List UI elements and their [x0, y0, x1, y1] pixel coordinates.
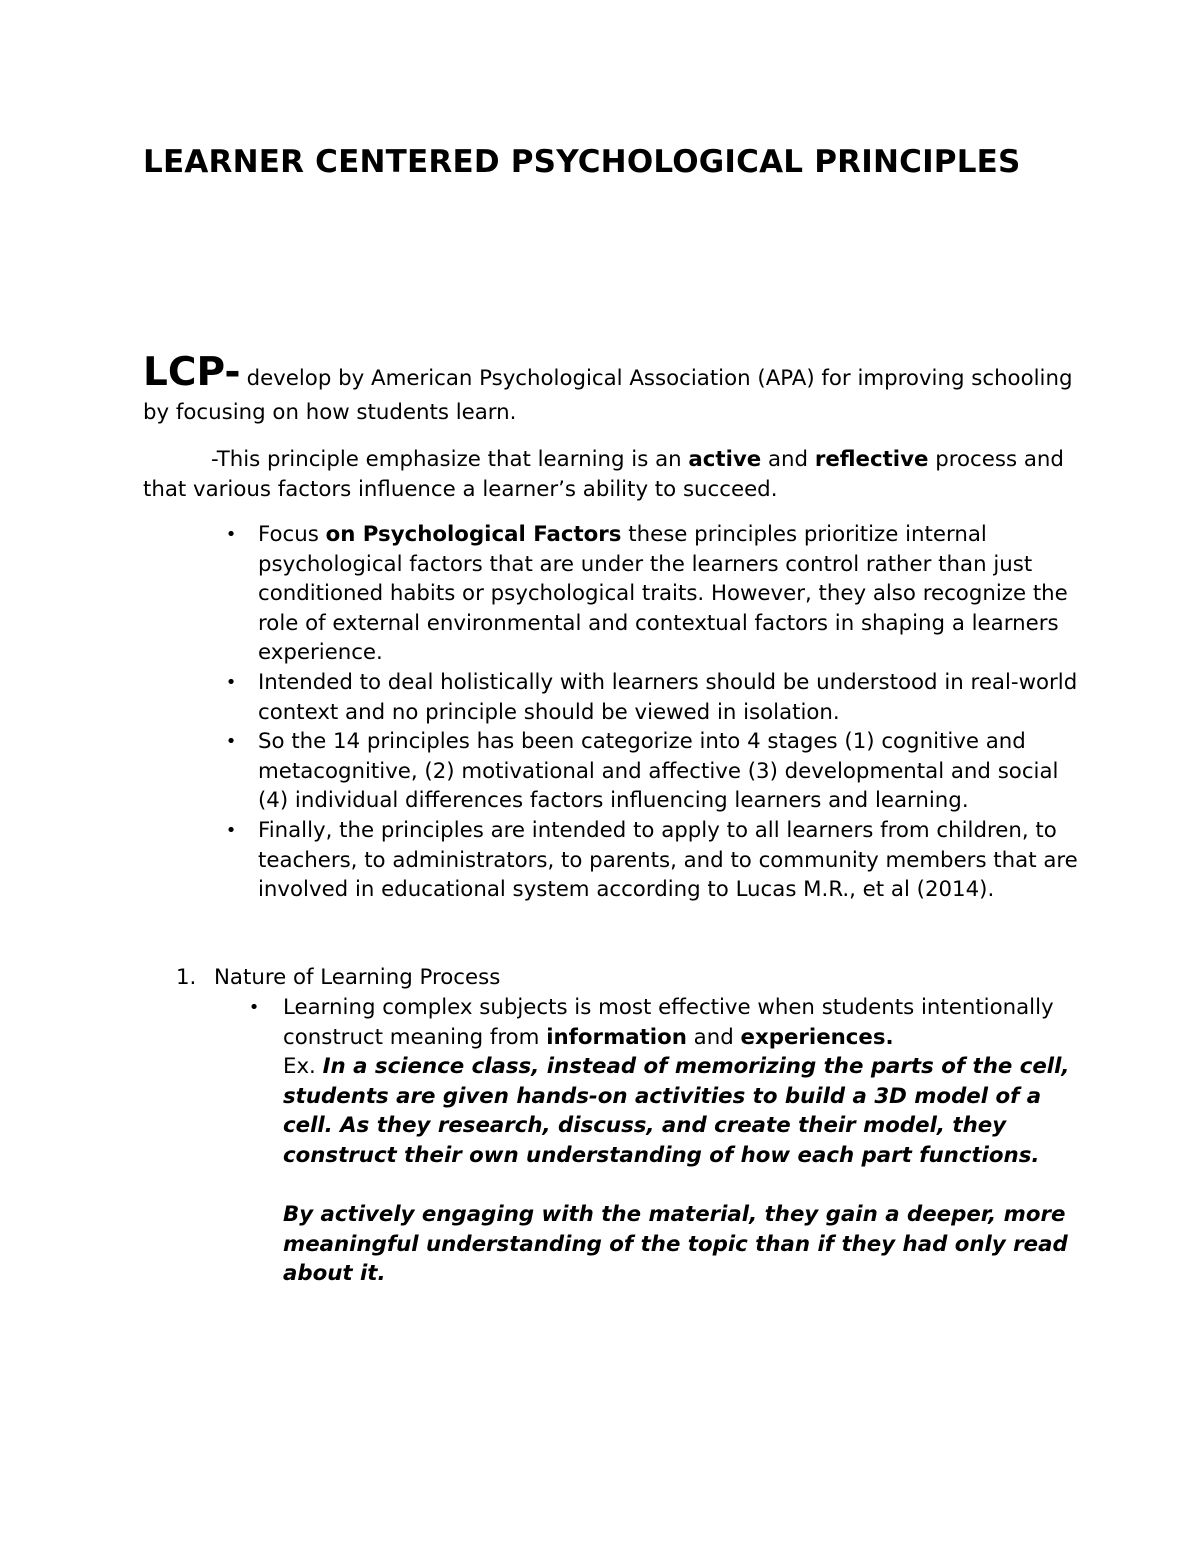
list-item [225, 668, 1078, 727]
list-item [225, 727, 1078, 816]
list-number: 1. [176, 965, 197, 990]
lcp-definition-text: develop by American Psychological Association (APA) for improving schooling by focusing on how students learn. [143, 366, 1073, 425]
emphasis-text-3: process and that various factors influence a learner’s ability to succeed. [143, 447, 1064, 502]
bullet-1-lead: Focus [258, 522, 326, 547]
sub-bullet-statement [283, 993, 1073, 1052]
page-title: LEARNER CENTERED PSYCHOLOGICAL PRINCIPLES [143, 144, 1021, 180]
principles-bullet-list [225, 520, 1078, 905]
list-item [225, 816, 1078, 905]
numbered-heading-label: Nature of Learning Process [214, 965, 501, 990]
example-text: In a science class, instead of memorizing the parts of the cell, students are given hands-on activities to build a 3D model of a cell. As they research, discuss, and create their model, they construct their own understanding of how each part functions. [283, 1054, 1070, 1168]
bullet-1-bold: on Psychological Factors [325, 522, 622, 547]
bullet-4-text: Finally, the principles are intended to apply to all learners from children, to teachers, to administrators, to parents, and to community members that are involved in educational system according to Lucas M.R., et al (2014). [258, 817, 1078, 903]
blank-line [283, 1171, 1073, 1201]
numbered-heading-nature-of-learning [176, 963, 1076, 993]
sub-bullet-text-2: and [686, 1024, 741, 1050]
bullet-icon: • [225, 671, 237, 693]
list-item [225, 520, 1078, 668]
example-paragraph [283, 1052, 1073, 1170]
sub-bullet-bold-experiences: experiences. [740, 1024, 894, 1050]
bullet-icon: • [225, 731, 237, 753]
bullet-1-text: these principles prioritize internal psychological factors that are under the learners control rather than just conditioned habits or psychological traits. However, they also recognize the role of external environmental and contextual factors in shaping a learners experience. [258, 522, 1068, 666]
sub-bullet-item [248, 993, 1073, 1289]
bullet-2-text: Intended to deal holistically with learners should be understood in real-world context and no principle should be viewed in isolation. [258, 669, 1078, 725]
bullet-icon: • [225, 819, 237, 841]
bullet-3-text: So the 14 principles has been categorize into 4 stages (1) cognitive and metacognitive, (2) motivational and affective (3) developmental and social (4) individual differences factors influencing learners and learning. [258, 729, 1059, 814]
emphasis-text-1: -This principle emphasize that learning is an [211, 447, 689, 472]
sub-bullet-text-1: Learning complex subjects is most effective when students intentionally construct meaning from [283, 995, 1054, 1050]
example-prefix: Ex. [283, 1054, 323, 1080]
principle-emphasis-paragraph [143, 445, 1083, 505]
conclusion-paragraph: By actively engaging with the material, they gain a deeper, more meaningful understanding of the topic than if they had only read about it. [283, 1202, 1068, 1287]
emphasis-text-2: and [761, 447, 815, 472]
lcp-definition [143, 350, 1083, 430]
emphasis-bold-reflective: reflective [814, 447, 929, 472]
emphasis-bold-active: active [688, 447, 762, 472]
bullet-icon: • [248, 997, 260, 1018]
lcp-term: LCP- [143, 350, 241, 395]
sub-bullet-bold-information: information [546, 1024, 687, 1050]
bullet-icon: • [225, 524, 237, 545]
